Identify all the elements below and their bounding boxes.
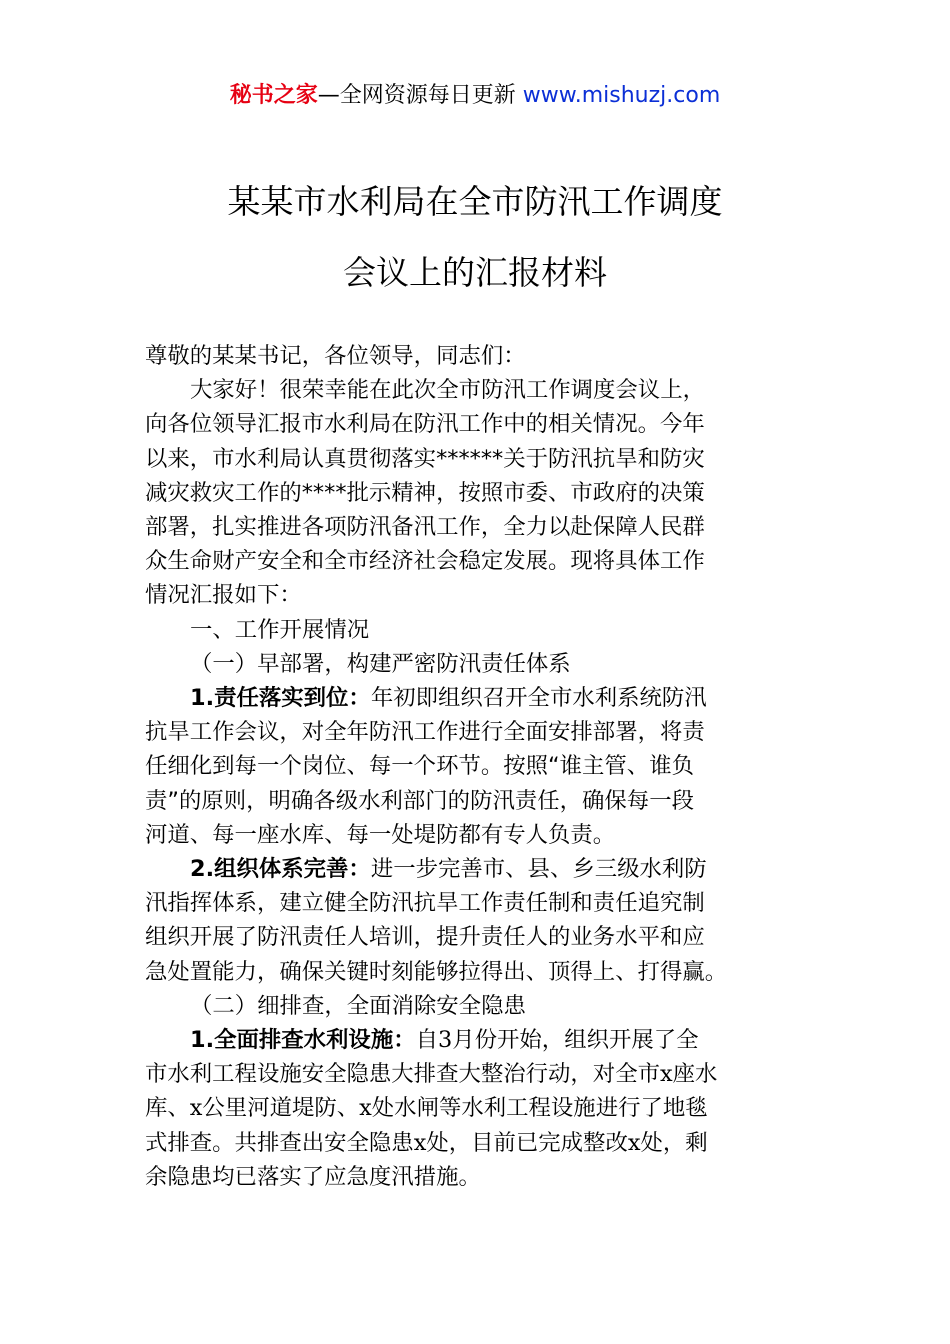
intro-line: 以来，市水利局认真贯彻落实******关于防汛抗旱和防灾	[145, 445, 705, 472]
intro-line: 向各位领导汇报市水利局在防汛工作中的相关情况。今年	[145, 411, 705, 438]
paragraph-line: 库、x公里河道堤防、x处水闸等水利工程设施进行了地毯	[145, 1095, 708, 1122]
paragraph-lead: 1.责任落实到位：	[190, 685, 371, 712]
section-heading: 一、工作开展情况	[190, 616, 370, 643]
paragraph-line: 1.责任落实到位：年初即组织召开全市水利系统防汛	[190, 685, 707, 712]
paragraph-lead: 2.组织体系完善：	[190, 856, 371, 883]
paragraph-line: 责”的原则，明确各级水利部门的防汛责任，确保每一段	[145, 787, 694, 814]
salutation: 尊敬的某某书记，各位领导，同志们：	[145, 343, 526, 369]
paragraph-line: 2.组织体系完善：进一步完善市、县、乡三级水利防	[190, 856, 707, 883]
site-banner	[0, 80, 950, 112]
paragraph-line: 组织开展了防汛责任人培训，提升责任人的业务水平和应	[145, 924, 705, 951]
site-tagline: —全网资源每日更新	[317, 83, 523, 108]
document-title-line-1: 某某市水利局在全市防汛工作调度	[227, 182, 723, 221]
paragraph-line: 式排查。共排查出安全隐患x处，目前已完成整改x处，剩	[145, 1129, 708, 1156]
intro-line: 减灾救灾工作的****批示精神，按照市委、市政府的决策	[145, 479, 705, 506]
site-brand: 秘书之家	[229, 83, 318, 108]
paragraph-line: 河道、每一座水库、每一处堤防都有专人负责。	[145, 821, 616, 848]
intro-line: 众生命财产安全和全市经济社会稳定发展。现将具体工作	[145, 548, 705, 575]
intro-line: 大家好！很荣幸能在此次全市防汛工作调度会议上，	[190, 377, 705, 404]
document-title-line-2: 会议上的汇报材料	[343, 253, 607, 292]
paragraph-line: 汛指挥体系，建立健全防汛抗旱工作责任制和责任追究制	[145, 890, 705, 917]
intro-line: 部署，扎实推进各项防汛备汛工作，全力以赴保障人民群	[145, 514, 705, 541]
paragraph-line: 急处置能力，确保关键时刻能够拉得出、顶得上、打得赢。	[145, 958, 728, 985]
intro-line: 情况汇报如下：	[145, 582, 302, 609]
subsection-heading: （一）早部署，构建严密防汛责任体系	[190, 650, 571, 677]
paragraph-line: 任细化到每一个岗位、每一个环节。按照“谁主管、谁负	[145, 753, 694, 780]
site-url-link[interactable]: www.mishuzj.com	[522, 83, 721, 108]
paragraph-line: 抗旱工作会议，对全年防汛工作进行全面安排部署，将责	[145, 719, 705, 746]
paragraph-line: 余隐患均已落实了应急度汛措施。	[145, 1163, 481, 1190]
paragraph-line: 1.全面排查水利设施：自3月份开始，组织开展了全	[190, 1027, 699, 1054]
document-body	[145, 339, 810, 1194]
paragraph-lead: 1.全面排查水利设施：	[190, 1027, 416, 1054]
subsection-heading: （二）细排查，全面消除安全隐患	[190, 992, 526, 1019]
paragraph-line: 市水利工程设施安全隐患大排查大整治行动，对全市x座水	[145, 1061, 718, 1088]
